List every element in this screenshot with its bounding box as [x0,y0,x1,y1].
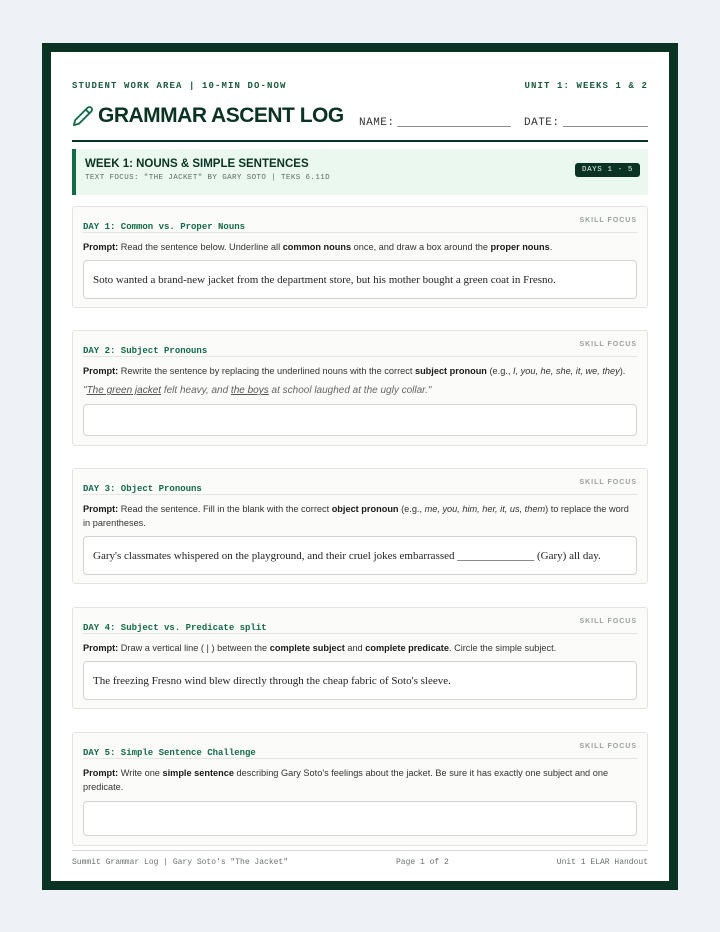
day-prompt [83,766,637,794]
day-sentence: The freezing Fresno wind blew directly through the cheap fabric of Soto's sleeve. [93,674,451,687]
prompt-examples: me, you, him, her, it, us, them [424,504,546,514]
prompt-text: . [549,242,553,252]
prompt-text: . Circle the simple subject. [448,643,557,653]
prompt-label: Prompt: [83,366,119,376]
days-badge: DAYS 1 - 5 [575,163,640,177]
quote-open: " [83,385,87,396]
prompt-term: simple sentence [162,768,234,778]
skill-focus-label: SKILL FOCUS [579,217,637,224]
answer-box[interactable] [83,404,637,436]
day-sentence: Soto wanted a brand-new jacket from the department store, but his mother bought a green coat in Fresno. [93,273,556,286]
quote-text: at school laughed at the ugly collar." [268,385,432,396]
footer-right: Unit 1 ELAR Handout [556,858,648,867]
prompt-text: describing Gary Soto's feelings about the jacket. Be sure it has exactly one subject and one predicate. [83,768,609,792]
prompt-term: complete predicate [365,643,449,653]
sentence-box[interactable] [83,536,637,575]
prompt-text: ) to replace the word in parentheses. [83,504,629,528]
skill-focus-label: SKILL FOCUS [579,743,637,750]
skill-focus-label: SKILL FOCUS [579,618,637,625]
prompt-label: Prompt: [83,643,119,653]
answer-box[interactable] [83,801,637,836]
prompt-text: Write one [118,768,163,778]
day-card-3 [72,468,648,584]
prompt-text: (e.g., [398,504,425,514]
prompt-text: Read the sentence below. Underline all [118,242,283,252]
sentence-box[interactable] [83,661,637,700]
prompt-text: Rewrite the sentence by replacing the underlined nouns with the correct [118,366,415,376]
prompt-text: Read the sentence. Fill in the blank with the correct [118,504,332,514]
day-header [83,617,637,634]
prompt-text: Draw a vertical line ( | ) between the [118,643,270,653]
page-number: Page 1 of 2 [396,858,449,867]
prompt-label: Prompt: [83,768,119,778]
week-title: WEEK 1: NOUNS & SIMPLE SENTENCES [85,158,309,170]
prompt-term: subject pronoun [414,366,487,376]
day-header [83,478,637,495]
prompt-text: ). [619,366,626,376]
work-area-label: STUDENT WORK AREA | 10-MIN DO-NOW [72,81,287,91]
day-sentence: Gary's classmates whispered on the playground, and their cruel jokes embarrassed ______________ (Gary) all day. [93,549,601,562]
title-row [72,103,648,133]
page-border [42,43,678,890]
day-card-1 [72,206,648,308]
page-footer [72,850,648,867]
day-card-5 [72,732,648,846]
unit-label: UNIT 1: WEEKS 1 & 2 [524,81,648,91]
day-prompt [83,502,637,530]
top-bar [72,81,648,91]
prompt-text: (e.g., [486,366,513,376]
day-title: DAY 2: Subject Pronouns [83,346,208,356]
prompt-text: and [344,643,366,653]
day-card-2 [72,330,648,446]
prompt-label: Prompt: [83,242,119,252]
skill-focus-label: SKILL FOCUS [579,479,637,486]
quote-text: felt heavy, and [161,385,231,396]
day-title: DAY 3: Object Pronouns [83,484,202,494]
day-header [83,340,637,357]
day-title: DAY 5: Simple Sentence Challenge [83,748,256,758]
title-rule [72,140,648,142]
footer-left: Summit Grammar Log | Gary Soto's "The Jacket" [72,858,289,867]
day-title: DAY 1: Common vs. Proper Nouns [83,222,246,232]
day-title: DAY 4: Subject vs. Predicate split [83,623,267,633]
week-banner [72,149,648,195]
date-field[interactable] [563,126,648,127]
name-field[interactable] [397,126,511,127]
day-header [83,216,637,233]
day-header [83,742,637,759]
day-prompt [83,240,637,254]
date-label: DATE: [524,117,560,129]
prompt-term: common nouns [282,242,352,252]
prompt-term: object pronoun [331,504,399,514]
underlined-noun: the boys [230,385,269,396]
prompt-examples: I, you, he, she, it, we, they [512,366,620,376]
worksheet [51,52,669,881]
prompt-label: Prompt: [83,504,119,514]
quote-sentence [83,385,431,396]
name-label: NAME: [359,117,395,129]
sentence-box[interactable] [83,260,637,299]
prompt-term: proper nouns [490,242,550,252]
week-subtitle: TEXT FOCUS: "THE JACKET" BY GARY SOTO | TEKS 6.11D [85,174,331,182]
day-card-4 [72,607,648,709]
pencil-icon [72,105,94,127]
day-prompt [83,364,637,378]
skill-focus-label: SKILL FOCUS [579,341,637,348]
prompt-text: once, and draw a box around the [351,242,491,252]
prompt-term: complete subject [269,643,345,653]
page-title: GRAMMAR ASCENT LOG [98,104,344,127]
day-prompt [83,641,637,655]
underlined-noun: The green jacket [86,385,162,396]
